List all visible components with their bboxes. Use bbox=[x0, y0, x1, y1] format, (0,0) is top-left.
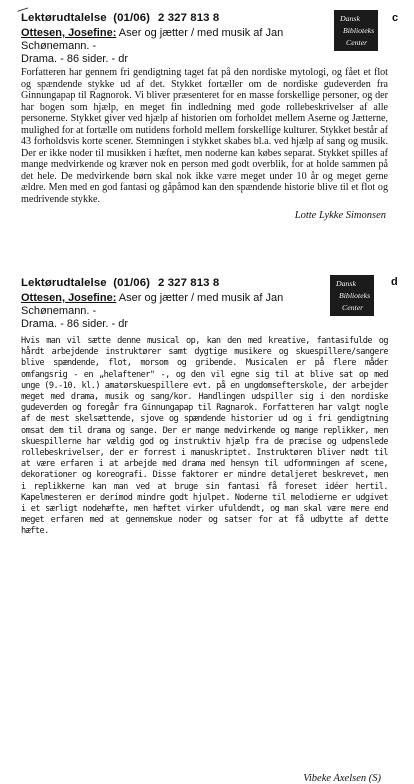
reviewer-name: Vibeke Axelsen (S) bbox=[303, 773, 381, 784]
category-letter: c bbox=[392, 12, 399, 24]
dbc-logo: Dansk Biblioteks Center bbox=[330, 275, 374, 316]
review-text: Forfatteren har gennem fri gendigtning taget fat på den nordiske mytologi, og fået et flot og spændende stykke ud af det. Stykket fortæller om de nordiske gudeverden fra Ginnungapap til Ragnorok. Vi bliver præsenteret for en masse forskellige personer, og der har bogen som hjælp, en meget fin indledning med gode rollebeskrivelser af alle personerne. Stykket giver ved hjælp af historien om forholdet mellem Aserne og Jætterne, mulighed for at fortælle om nutidens forhold mellem forskellige kulturer. Stykket består af 43 forholdsvis korte scener. Stemningen i stykket skabes bl.a. ved hjælp af sang og musik. Der er ikke noder til musikken i hæftet, men noderne kan købes separat. Stykket spilles af mange medvirkende og kræver nok en person med godt overblik, for at holde sammen på det hele. De medvirkende børn skal nok ikke være meget under 10 år og meget gerne ældre. Men med en god fantasi og gåpåmod kan den spændende historie blive til et flot og medrivende stykke. bbox=[21, 67, 388, 205]
review-header bbox=[21, 277, 219, 289]
bibliographic-record bbox=[21, 292, 321, 331]
book-details: Drama. - 86 sider. - dr bbox=[21, 53, 128, 65]
review-text: Hvis man vil sætte denne musical op, kan den med kreative, fantasifulde og hårdt arbejdende instruktører samt dygtige musikere og skuespillere/sangere blive spændende, flot, morsom og gribende. Musicalen er på flere måder omfangsrig - en „helaftener" -, og den vil egne sig til at blive sat op med unge (9.-10. kl.) amatørskuespillere evt. på en ungdomsefterskole, der arbejder meget med drama, musik og sang/kor. Handlingen udspiller sig i den nordiske gudeverden og foregår fra Ginnungapap til Ragnarok. Forfatteren har valgt nogle af de mest skelsættende, sjove og spændende historier ud og i fri gendigtning omsat dem til drama og sange. Der er mange medvirkende og mange replikker, men skuespillerne har vældig god og instruktiv hjælp fra de præcise og udpenslede rollebeskrivelser, der er forrest i manuskriptet. Instruktøren bliver nødt til at være erfaren i at arbejde med drama med hensyn til udformningen af scene, dekorationer og koreografi. Disse faktorer er mindre detaljeret beskrevet, men i replikkerne kan man ved at bruge sin fantasi få foreset idéer hertil. Kapelmesteren er derimod mindre godt hjulpet. Noderne til melodierne er udgivet i et særligt nodehæfte, men hæftet virker ufuldendt, og man skal være mere end meget erfaren med at gennemskue noder og satser for at få udbytte af dette hæfte. bbox=[21, 336, 388, 537]
issue-number: (01/06) bbox=[113, 12, 151, 24]
book-title: Aser og jætter / med musik af Jan Schønemann. - bbox=[21, 27, 284, 52]
reviewer-name: Lotte Lykke Simonsen bbox=[294, 210, 386, 221]
bibliographic-record bbox=[21, 27, 321, 66]
review-header bbox=[21, 12, 219, 24]
dbc-logo: Dansk Biblioteks Center bbox=[334, 10, 378, 51]
record-number: 2 327 813 8 bbox=[158, 12, 220, 24]
section-label: Lektørudtalelse bbox=[21, 12, 107, 24]
review-card-2 bbox=[0, 266, 414, 784]
review-card-1 bbox=[0, 0, 414, 230]
author-name: Ottesen, Josefine: bbox=[21, 292, 117, 304]
section-label: Lektørudtalelse bbox=[21, 277, 107, 289]
author-name: Ottesen, Josefine: bbox=[21, 27, 117, 39]
record-number: 2 327 813 8 bbox=[158, 277, 220, 289]
issue-number: (01/06) bbox=[113, 277, 151, 289]
category-letter: d bbox=[391, 276, 398, 288]
book-details: Drama. - 86 sider. - dr bbox=[21, 318, 128, 330]
book-title: Aser og jætter / med musik af Jan Schønemann. - bbox=[21, 292, 284, 317]
